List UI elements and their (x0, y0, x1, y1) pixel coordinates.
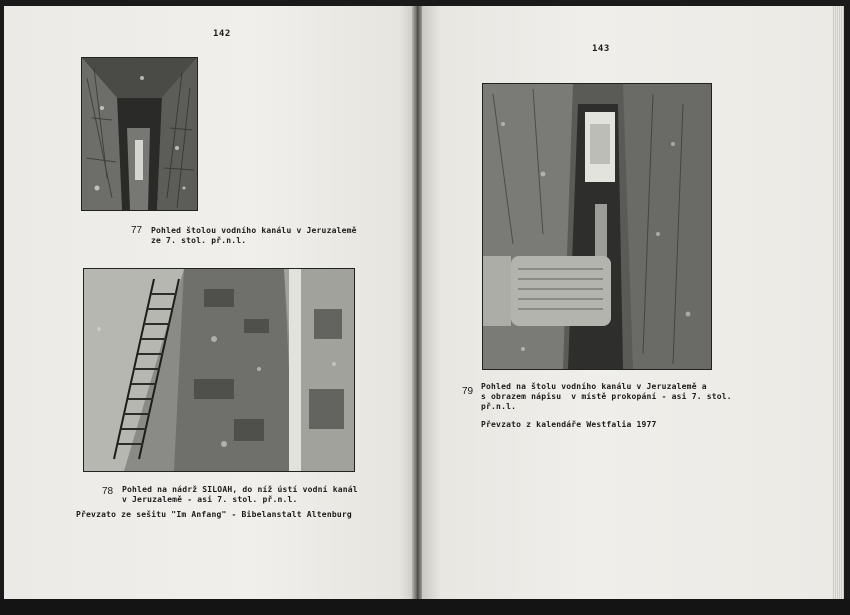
page-edges (832, 6, 844, 601)
caption-77-line1: Pohled štolou vodního kanálu v Jeruzalemě (151, 226, 357, 235)
photo-tunnel-inscription-79 (482, 83, 712, 370)
photo-tunnel-77 (81, 57, 198, 211)
caption-79-line2: s obrazem nápisu v místě prokopání - asi 7. stol. (481, 392, 732, 401)
caption-79-line1: Pohled na štolu vodního kanálu v Jeruzalemě a (481, 382, 707, 391)
caption-77-line2: ze 7. stol. př.n.l. (151, 236, 247, 245)
caption-78-line1: Pohled na nádrž SILOAH, do níž ústí vodní kanál (122, 485, 358, 494)
figure-number-77: 77 (131, 225, 143, 236)
figure-number-79: 79 (462, 386, 474, 397)
page-number-left: 142 (213, 29, 231, 39)
book-gutter (412, 6, 422, 601)
source-right: Převzato z kalendáře Westfalia 1977 (481, 420, 657, 429)
book-bottom-shadow (0, 599, 850, 615)
caption-78-line2: v Jeruzalemě - asi 7. stol. př.n.l. (122, 495, 298, 504)
figure-number-78: 78 (102, 486, 114, 497)
photo-pool-siloah-78 (83, 268, 355, 472)
source-left: Převzato ze sešitu "Im Anfang" - Bibelanstalt Altenburg (76, 510, 352, 519)
page-number-right: 143 (592, 44, 610, 54)
caption-79-line3: př.n.l. (481, 402, 517, 411)
